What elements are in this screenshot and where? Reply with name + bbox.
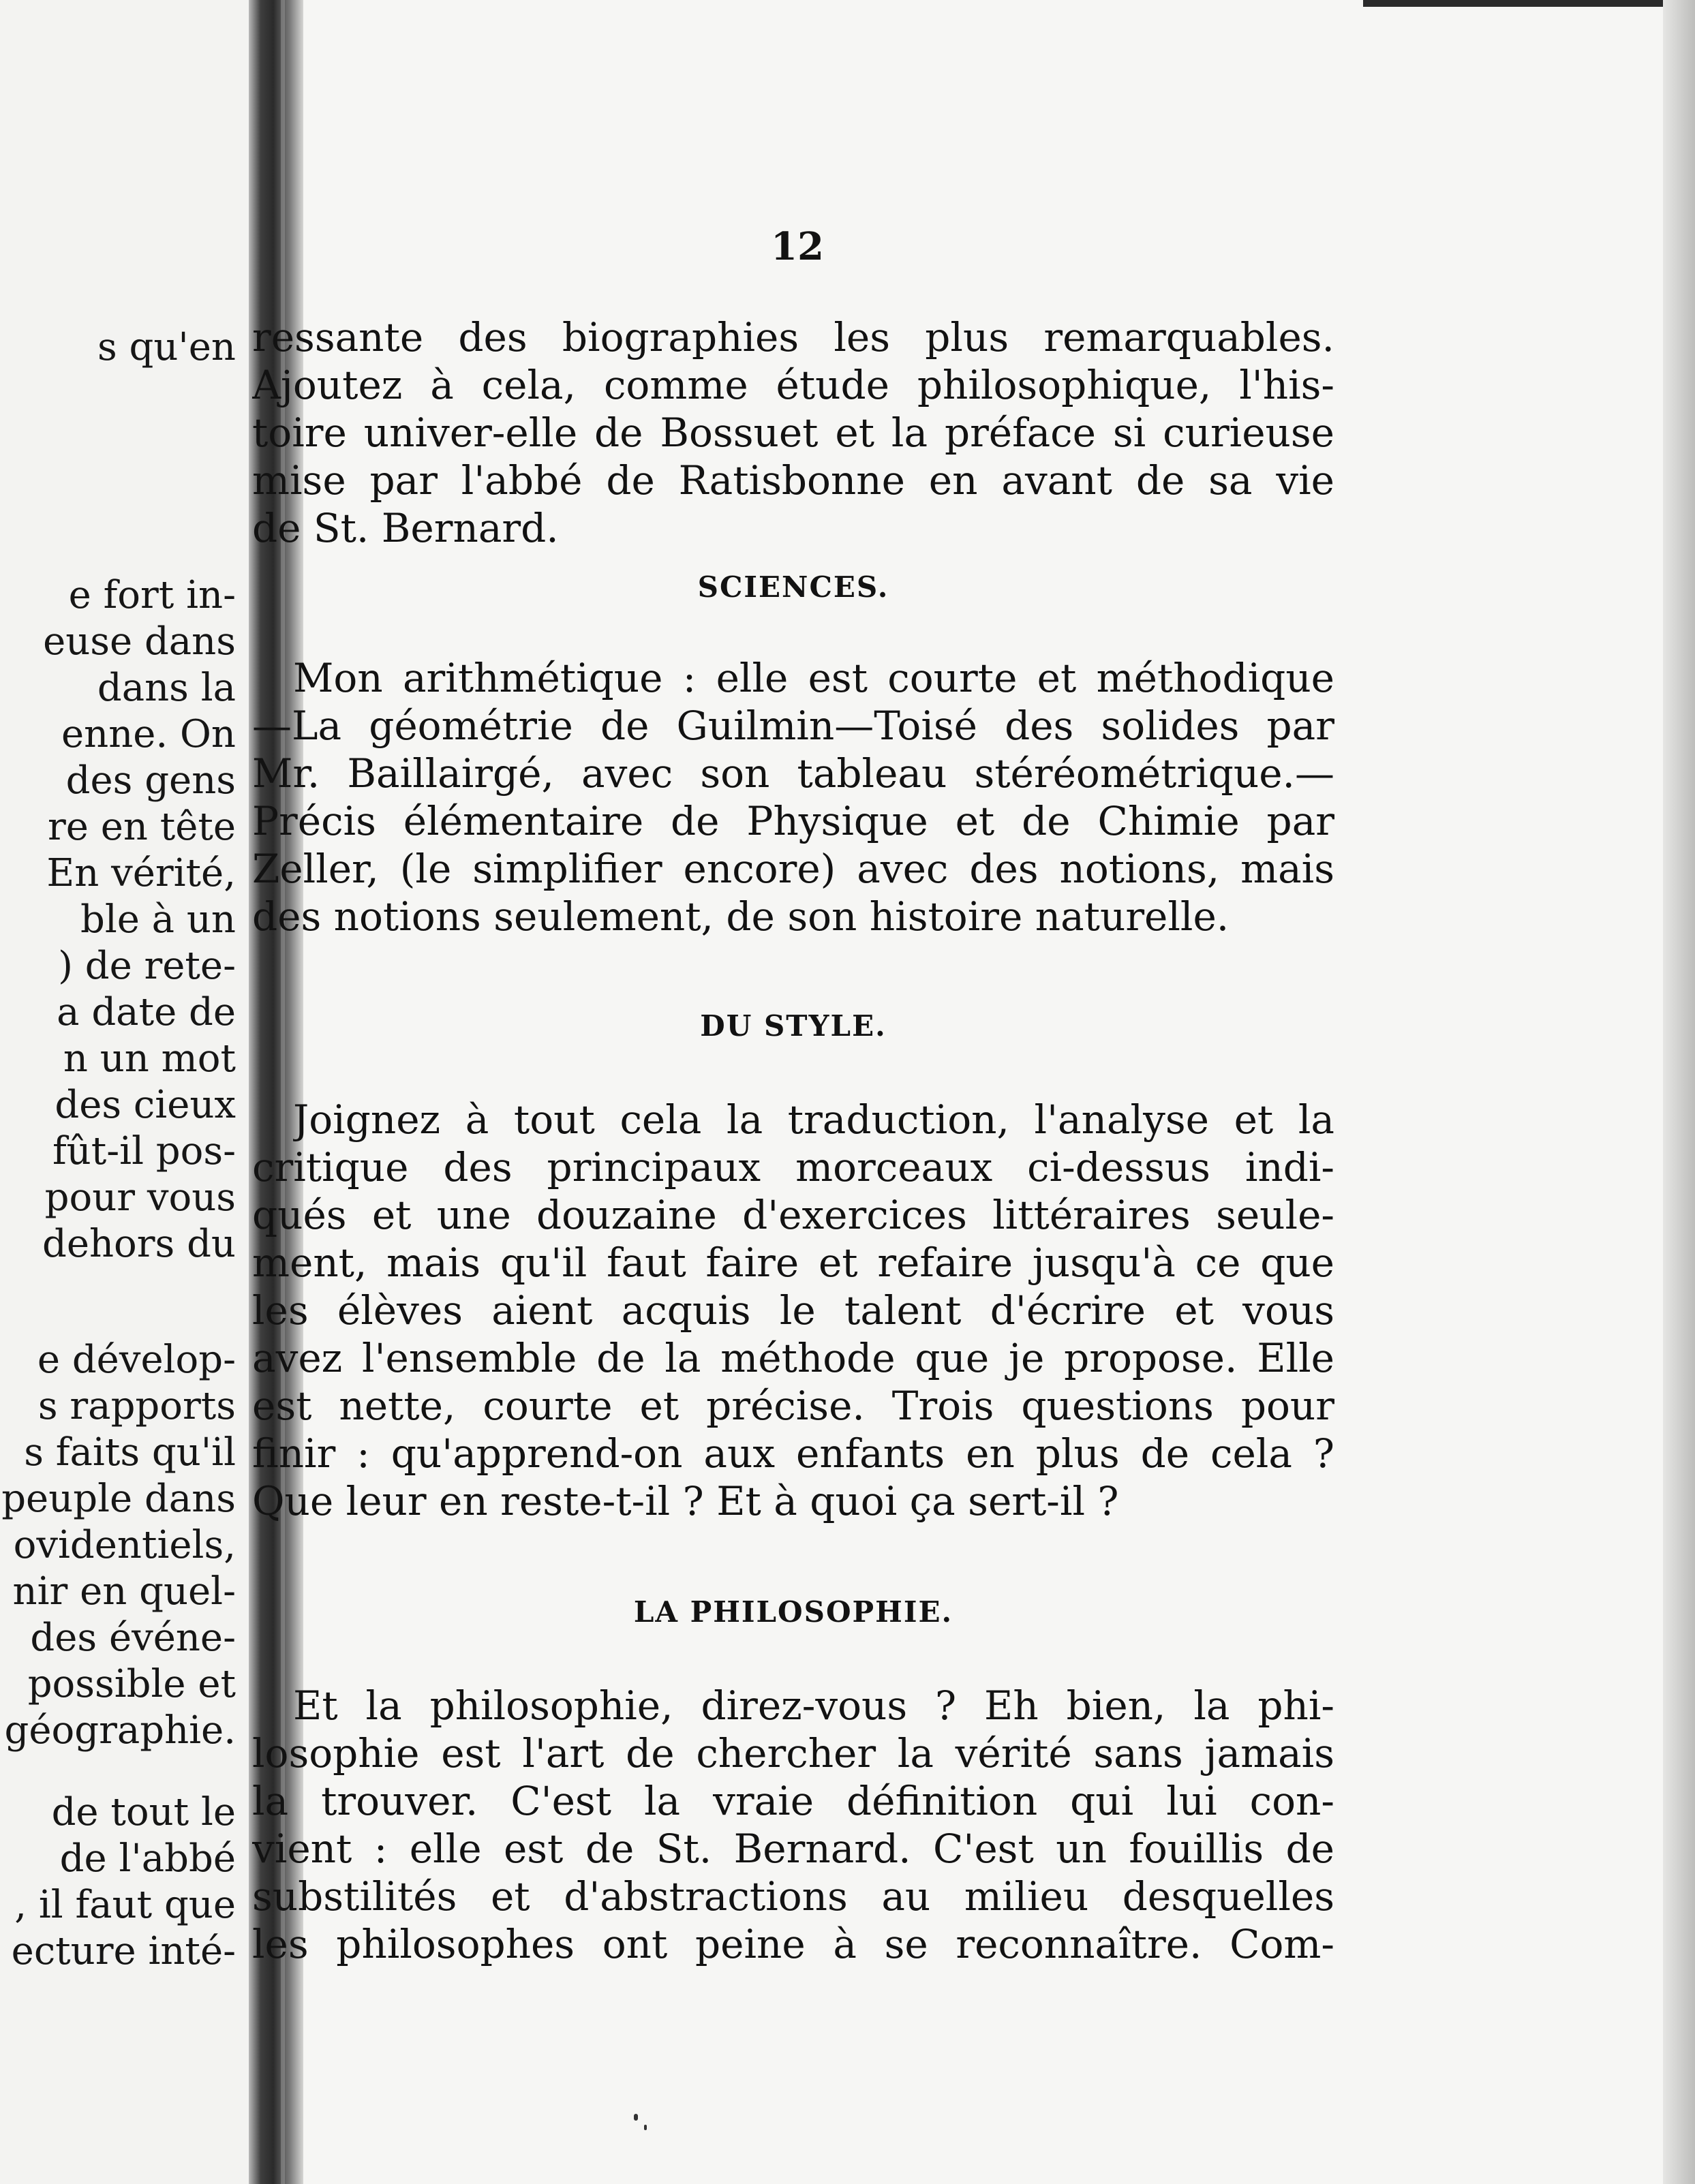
- left-fragment: des cieux: [55, 1083, 236, 1127]
- left-fragment: s rapports: [37, 1384, 236, 1428]
- left-fragment: fût-il pos-: [52, 1129, 236, 1173]
- text-line: Joignez à tout cela la traduction, l'analyse et la: [293, 1097, 1334, 1142]
- text-line: Zeller, (le simplifier encore) avec des notions, mais: [252, 846, 1334, 891]
- left-fragment: dans la: [97, 666, 236, 710]
- text-line: des notions seulement, de son histoire naturelle.: [252, 894, 1230, 939]
- ink-speck: [644, 2125, 647, 2130]
- left-fragment: s faits qu'il: [24, 1430, 236, 1475]
- left-fragment: enne. On: [61, 712, 236, 756]
- left-fragment: ovidentiels,: [13, 1523, 236, 1567]
- text-line: ment, mais qu'il faut faire et refaire jusqu'à ce que: [252, 1240, 1334, 1285]
- left-fragment: n un mot: [63, 1036, 236, 1081]
- left-fragment: des événe-: [30, 1616, 236, 1660]
- left-fragment: possible et: [27, 1662, 236, 1706]
- left-fragment: s qu'en: [97, 325, 236, 369]
- left-fragment: nir en quel-: [12, 1569, 236, 1614]
- text-line: toire univer-elle de Bossuet et la préface si curieuse: [252, 410, 1334, 455]
- text-line: Ajoutez à cela, comme étude philosophique, l'his-: [252, 363, 1334, 407]
- left-fragment: euse dans: [43, 619, 236, 664]
- text-line: Mon arithmétique : elle est courte et méthodique: [293, 656, 1334, 701]
- right-page-edge: [1663, 0, 1695, 2184]
- text-line: vient : elle est de St. Bernard. C'est un fouillis de: [252, 1826, 1334, 1871]
- text-line: les élèves aient acquis le talent d'écrire et vous: [252, 1288, 1334, 1333]
- text-line: les philosophes ont peine à se reconnaître. Com-: [252, 1922, 1334, 1967]
- section-heading-philosophie: LA PHILOSOPHIE.: [633, 1595, 953, 1629]
- page-number: 12: [771, 224, 824, 269]
- left-fragment: e dévelop-: [37, 1338, 236, 1382]
- left-fragment: peuple dans: [1, 1477, 236, 1521]
- left-fragment: e fort in-: [68, 573, 236, 617]
- text-line: —La géométrie de Guilmin—Toisé des solides par: [252, 703, 1334, 748]
- text-line: Précis élémentaire de Physique et de Chimie par: [252, 799, 1334, 844]
- left-fragment: dehors du: [42, 1222, 236, 1266]
- text-line: est nette, courte et précise. Trois questions pour: [252, 1383, 1334, 1428]
- top-edge-shadow: [1363, 0, 1695, 7]
- left-fragment: , il faut que: [14, 1883, 236, 1927]
- text-line: losophie est l'art de chercher la vérité sans jamais: [252, 1731, 1334, 1776]
- text-line: finir : qu'apprend-on aux enfants en plus de cela ?: [252, 1431, 1334, 1476]
- text-line: Et la philosophie, direz-vous ? Eh bien, la phi-: [293, 1683, 1334, 1728]
- left-fragment: ecture inté-: [11, 1929, 236, 1973]
- text-line: de St. Bernard.: [252, 506, 559, 551]
- text-line: Que leur en reste-t-il ? Et à quoi ça sert-il ?: [252, 1479, 1119, 1524]
- left-fragment: géographie.: [4, 1708, 236, 1753]
- left-facing-page: [0, 0, 254, 2184]
- left-fragment: En vérité,: [46, 851, 236, 895]
- text-line: mise par l'abbé de Ratisbonne en avant de sa vie: [252, 458, 1334, 503]
- left-fragment: des gens: [65, 758, 236, 803]
- left-fragment: ) de rete-: [58, 944, 236, 988]
- left-fragment: de tout le: [51, 1790, 236, 1834]
- text-line: avez l'ensemble de la méthode que je propose. Elle: [252, 1336, 1334, 1381]
- text-line: ressante des biographies les plus remarquables.: [252, 315, 1334, 360]
- left-fragment: re en tête: [47, 805, 236, 849]
- ink-speck: [634, 2114, 638, 2121]
- text-line: substilités et d'abstractions au milieu desquelles: [252, 1874, 1334, 1919]
- text-line: critique des principaux morceaux ci-dessus indi-: [252, 1145, 1334, 1190]
- text-line: la trouver. C'est la vraie définition qui lui con-: [252, 1779, 1334, 1824]
- section-heading-style: DU STYLE.: [700, 1009, 887, 1043]
- left-fragment: ble à un: [80, 897, 236, 942]
- section-heading-sciences: SCIENCES.: [697, 570, 889, 604]
- text-line: qués et une douzaine d'exercices littéraires seule-: [252, 1193, 1334, 1237]
- left-fragment: pour vous: [44, 1175, 236, 1220]
- left-fragment: a date de: [57, 990, 236, 1034]
- text-line: Mr. Baillairgé, avec son tableau stéréométrique.—: [252, 751, 1334, 796]
- left-fragment: de l'abbé: [59, 1836, 236, 1881]
